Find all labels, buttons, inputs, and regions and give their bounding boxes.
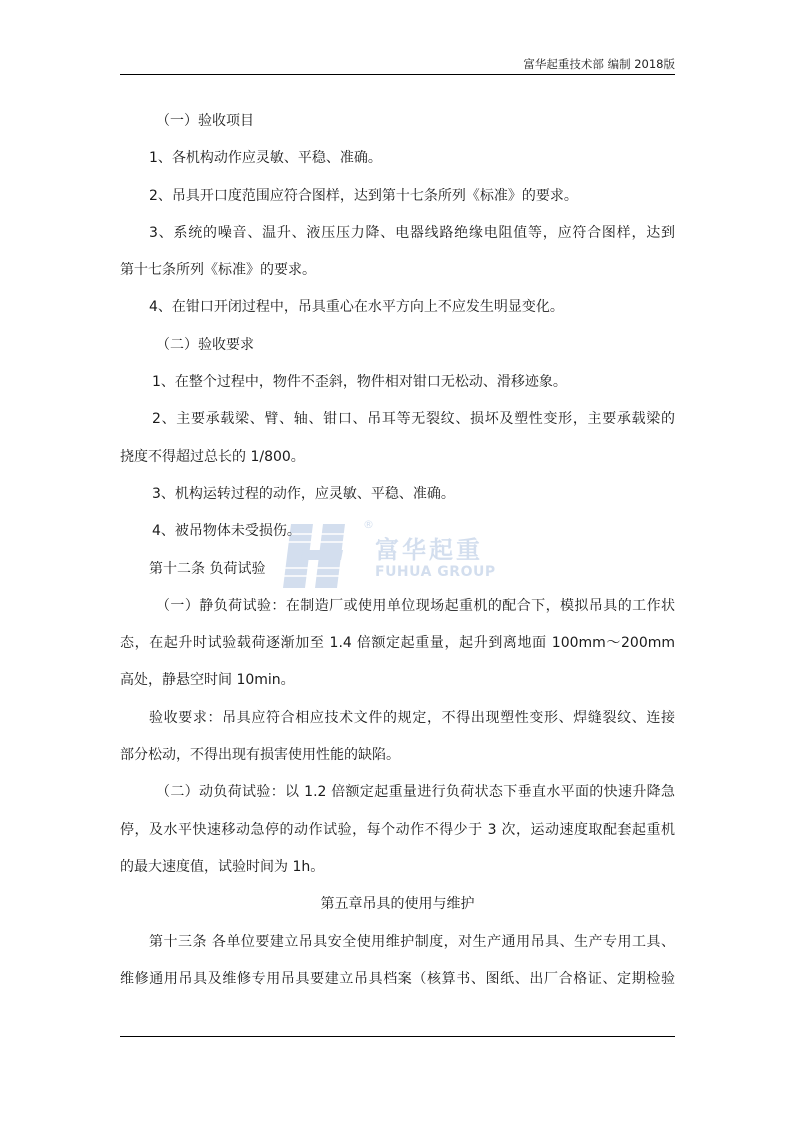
chapter-title: 第五章吊具的使用与维护 [320,896,475,913]
registered-mark: ® [363,518,374,531]
paragraph-line: （一）静负荷试验：在制造厂或使用单位现场起重机的配合下，模拟吊具的工作状 [156,597,675,614]
paragraph-line: 部分松动，不得出现有损害使用性能的缺陷。 [120,747,400,764]
paragraph-line: 2、吊具开口度范围应符合图样，达到第十七条所列《标准》的要求。 [149,187,578,204]
paragraph-line: 维修通用吊具及维修专用吊具要建立吊具档案（核算书、图纸、出厂合格证、定期检验 [120,970,675,987]
paragraph-line: （二）动负荷试验：以 1.2 倍额定起重量进行负荷状态下垂直水平面的快速升降急 [156,784,675,801]
watermark-en: FUHUA GROUP [375,564,496,580]
paragraph-line: 1、在整个过程中，物件不歪斜，物件相对钳口无松动、滑移迹象。 [152,374,567,391]
paragraph-line: 第十三条 各单位要建立吊具安全使用维护制度，对生产通用吊具、生产专用工具、 [149,933,675,950]
header-rule [120,74,675,75]
paragraph-line: 停，及水平快速移动急停的动作试验，每个动作不得少于 3 次，运动速度取配套起重机 [120,821,675,838]
paragraph-line: 3、机构运转过程的动作，应灵敏、平稳、准确。 [152,485,455,502]
page-header: 富华起重技术部 编制 2018版 [523,57,675,71]
watermark-cn: 富华起重 [375,536,483,564]
section-heading-acceptance-requirements: （二）验收要求 [156,336,254,353]
paragraph-line: 挠度不得超过总长的 1/800。 [120,448,305,465]
paragraph-line: 4、被吊物体未受损伤。 [152,523,301,540]
paragraph-line: 的最大速度值，试验时间为 1h。 [120,858,325,875]
paragraph-line: 1、各机构动作应灵敏、平稳、准确。 [149,150,382,167]
article-heading-load-test: 第十二条 负荷试验 [149,560,266,577]
paragraph-line: 4、在钳口开闭过程中，吊具重心在水平方向上不应发生明显变化。 [149,299,564,316]
footer-rule [120,1036,675,1037]
paragraph-line: 2、主要承载梁、臂、轴、钳口、吊耳等无裂纹、损坏及塑性变形，主要承载梁的 [152,411,675,428]
document-body [120,106,675,1001]
paragraph-line: 高处，静悬空时间 10min。 [120,672,295,689]
paragraph-line: 态，在起升时试验载荷逐渐加至 1.4 倍额定起重量，起升到离地面 100mm～200mm [120,635,675,652]
paragraph-line: 验收要求：吊具应符合相应技术文件的规定，不得出现塑性变形、焊缝裂纹、连接 [149,709,675,726]
paragraph-line: 3、系统的噪音、温升、液压压力降、电器线路绝缘电阻值等，应符合图样，达到 [149,224,675,241]
paragraph-line: 第十七条所列《标准》的要求。 [120,262,316,279]
section-heading-acceptance-items: （一）验收项目 [156,113,254,129]
